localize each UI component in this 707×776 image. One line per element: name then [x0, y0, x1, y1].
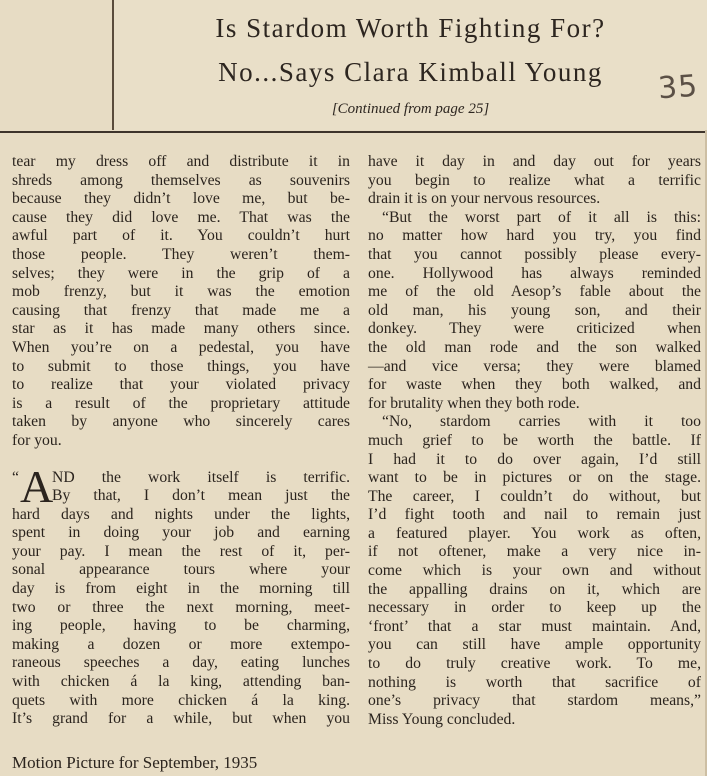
text-line: The career, I couldn’t do without, but	[368, 487, 701, 505]
text-line: nothing is worth that sacrifice of	[368, 673, 701, 691]
text-line: When you’re on a pedestal, you have	[12, 338, 350, 356]
header-rule	[0, 131, 705, 133]
text-line: no matter how hard you try, you find	[368, 227, 701, 245]
article-header	[112, 0, 707, 130]
text-line: if not oftener, make a very nice in-	[368, 543, 701, 561]
text-line: with chicken á la king, attending ban-	[12, 673, 350, 691]
text-line: a featured player. You work as often,	[368, 524, 701, 542]
text-line: for you.	[12, 431, 62, 449]
headline-line-1: Is Stardom Worth Fighting For?	[215, 13, 606, 43]
text-line: raneous speeches a day, eating lunches	[12, 654, 350, 672]
text-line: one’s privacy that stardom means,”	[368, 692, 701, 710]
text-line: one. Hollywood has always reminded	[368, 264, 701, 282]
text-line: spent in doing your job and earning	[12, 524, 350, 542]
text-line: It’s grand for a while, but when you	[12, 710, 350, 728]
text-line: old man, his young son, and their	[368, 301, 701, 319]
right-column	[368, 153, 701, 729]
text-line: me of the old Aesop’s fable about the	[368, 283, 701, 301]
text-line: selves; they were in the grip of a	[12, 264, 350, 282]
text-line: cause they did love me. That was the	[12, 208, 350, 226]
text-line: you can still have ample opportunity	[368, 636, 701, 654]
text-line: Miss Young concluded.	[368, 710, 516, 728]
page-footer: Motion Picture for September, 1935	[12, 753, 258, 772]
text-line: because they didn’t love me, but be-	[12, 190, 350, 208]
text-line: I’d fight tooth and nail to remain just	[368, 506, 701, 524]
text-line: to do truly creative work. To me,	[368, 655, 701, 673]
text-line: to submit to those things, you have	[12, 357, 350, 375]
text-line: come which is your own and without	[368, 562, 701, 580]
text-line: ing people, having to be charming,	[12, 617, 350, 635]
drop-cap-line-1: “ A ND the work itself is terrific.	[12, 460, 350, 512]
text-line: have it day in and day out for years	[368, 153, 701, 170]
text-line: the appalling drains on it, which are	[368, 580, 701, 598]
text-line: awful part of it. You couldn’t hurt	[12, 227, 350, 245]
text-line: causing that frenzy that made me a	[12, 301, 350, 319]
text-line: taken by anyone who sincerely cares	[12, 413, 350, 431]
text-line: star as it has made many others since.	[12, 320, 350, 338]
text-line: making a dozen or more extempo-	[12, 635, 350, 653]
text-line: want to be in pictures or on the stage.	[368, 469, 701, 487]
text-line: donkey. They were criticized when	[368, 320, 701, 338]
text-line: you begin to realize what a terrific	[368, 171, 701, 189]
text-line: tear my dress off and distribute it in	[12, 153, 350, 170]
text-line: those people. They weren’t them-	[12, 245, 350, 263]
text-line: that you cannot possibly please every-	[368, 245, 701, 263]
opening-quote: “	[12, 468, 19, 486]
paragraph-gap	[12, 451, 350, 469]
text-line: —and vice versa; they were blamed	[368, 357, 701, 375]
text-line: sonal appearance tours where your	[12, 561, 350, 579]
left-column	[12, 153, 350, 729]
text-line: day is from eight in the morning till	[12, 580, 350, 598]
text-line: for waste when they both walked, and	[368, 376, 701, 394]
text-line: I had it to do over again, I’d still	[368, 450, 701, 468]
text-line: mob frenzy, but it was the emotion	[12, 283, 350, 301]
text-line: your pay. I mean the rest of it, per-	[12, 542, 350, 560]
text-line: “But the worst part of it all is this:	[382, 208, 701, 226]
handwritten-page-number: 35	[656, 68, 700, 107]
text-line: shreds among themselves as souvenirs	[12, 171, 350, 189]
text-line: “No, stardom carries with it too	[382, 413, 701, 431]
text-line: is a result of the proprietary attitude	[12, 394, 350, 412]
text-line: much grief to be worth the battle. If	[368, 431, 701, 449]
text-line: the old man rode and the son walked	[368, 338, 701, 356]
text-line: drain it is on your nervous resources.	[368, 190, 601, 208]
text-line: necessary in order to keep up the	[368, 599, 701, 617]
text-line: hard days and nights under the lights,	[12, 505, 350, 523]
drop-cap: A	[20, 460, 54, 512]
drop-cap-line-2: By that, I don’t mean just the	[52, 487, 350, 505]
text-line: ‘front’ that a star must maintain. And,	[368, 617, 701, 635]
text-line: for brutality when they both rode.	[368, 394, 580, 412]
headline-line-2: No...Says Clara Kimball Young	[218, 57, 603, 87]
text-line: two or three the next morning, meet-	[12, 598, 350, 616]
text-line: to realize that your violated privacy	[12, 376, 350, 394]
continued-note: [Continued from page 25]	[331, 101, 490, 117]
text-line: quets with more chicken á la king.	[12, 691, 350, 709]
